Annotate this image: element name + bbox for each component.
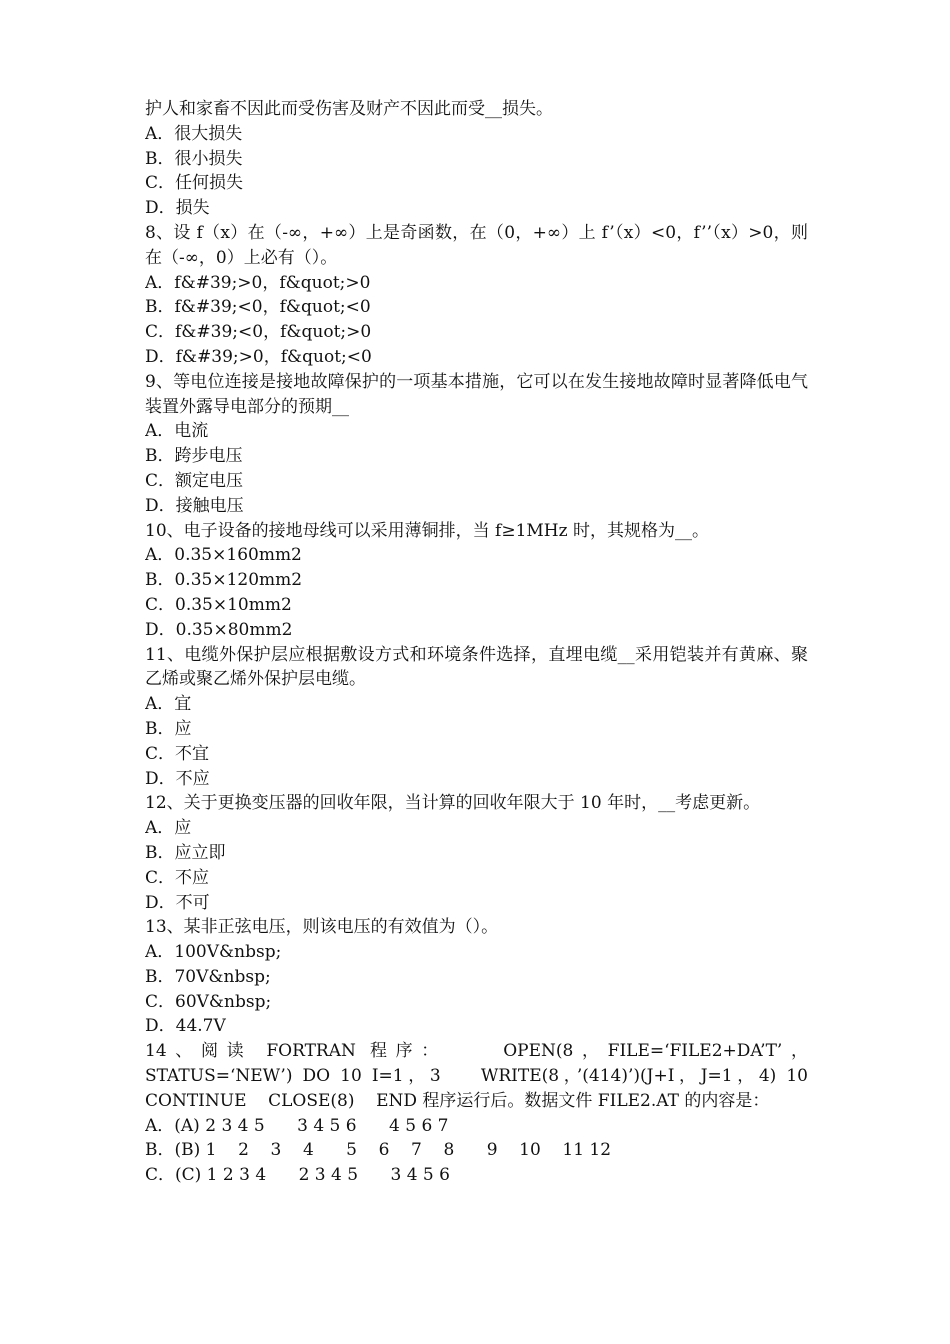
option-a: A．100V&nbsp;: [145, 942, 282, 963]
question-text: 12、关于更换变压器的回收年限，当计算的回收年限大于 10 年时，__考虑更新。: [145, 793, 761, 814]
question-text: 10、电子设备的接地母线可以采用薄铜排，当 f≥1MHz 时，其规格为__。: [145, 520, 709, 541]
option-a: A．电流: [145, 421, 209, 442]
option-b: B．跨步电压: [145, 446, 243, 467]
option-b: B．0.35×120mm2: [145, 570, 303, 591]
document-body: [145, 97, 814, 1188]
option-c: C．额定电压: [145, 470, 244, 491]
option-c: C．0.35×10mm2: [145, 594, 292, 615]
question-12: [145, 791, 808, 816]
option-a: A．0.35×160mm2: [145, 545, 302, 566]
option-c: C．不应: [145, 867, 210, 888]
option-b: B．应: [145, 718, 192, 739]
intro-text: 护人和家畜不因此而受伤害及财产不因此而受__损失。: [145, 99, 553, 119]
option-d: D．接触电压: [145, 495, 244, 516]
question-11: [145, 643, 808, 693]
option-b: B．应立即: [145, 842, 226, 863]
option-a: A．宜: [145, 694, 192, 715]
option-c: C．60V&nbsp;: [145, 991, 272, 1012]
option-c: C．(C) 1 2 3 4 2 3 4 5 3 4 5 6: [145, 1165, 450, 1186]
option-b: B．(B) 1 2 3 4 5 6 7 8 9 10 11 12: [145, 1140, 612, 1161]
question-10: [145, 519, 808, 544]
question-8: [145, 221, 808, 271]
question-14: [145, 1039, 814, 1113]
option-d: D．44.7V: [145, 1016, 226, 1037]
option-d: D．0.35×80mm2: [145, 619, 293, 640]
intro-option-d: D．损失: [145, 198, 210, 219]
question-text: 14、阅读 FORTRAN 程序： OPEN(8，FILE=‘FILE2+DA’T’，STATUS=‘NEW’) DO 10 I=1，3 WRITE(8，’(414)’)(J+I，J=1，4) 10 CONTINUE CLOSE(8) END 程序运行后。数据文件 FILE2.AT 的内容是：: [145, 1041, 814, 1111]
question-text: 11、电缆外保护层应根据敷设方式和环境条件选择，直埋电缆__采用铠装并有黄麻、聚乙烯或聚乙烯外保护层电缆。: [145, 644, 808, 690]
option-b: B．70V&nbsp;: [145, 966, 271, 987]
option-d: D．不可: [145, 892, 210, 913]
option-a: A．应: [145, 818, 192, 839]
question-13: [145, 915, 808, 940]
intro-option-c: C．任何损失: [145, 173, 244, 194]
question-text: 8、设 f（x）在（-∞，+∞）上是奇函数，在（0，+∞）上 f’（x）<0，f’’（x）>0，则在（-∞，0）上必有（）。: [145, 222, 808, 268]
intro-option-b: B．很小损失: [145, 148, 243, 169]
intro-option-a: A．很大损失: [145, 123, 243, 144]
option-a: A．f&#39;>0，f&quot;>0: [145, 272, 371, 293]
option-d: D．f&#39;>0，f&quot;<0: [145, 346, 372, 367]
option-c: C．f&#39;<0，f&quot;>0: [145, 322, 372, 343]
option-c: C．不宜: [145, 743, 210, 764]
question-text: 13、某非正弦电压，则该电压的有效值为（）。: [145, 917, 499, 938]
question-9: [145, 370, 808, 420]
option-d: D．不应: [145, 768, 210, 789]
option-b: B．f&#39;<0，f&quot;<0: [145, 297, 371, 318]
option-a: A．(A) 2 3 4 5 3 4 5 6 4 5 6 7: [145, 1115, 449, 1136]
question-text: 9、等电位连接是接地故障保护的一项基本措施，它可以在发生接地故障时显著降低电气装置外露导电部分的预期__: [145, 371, 808, 417]
